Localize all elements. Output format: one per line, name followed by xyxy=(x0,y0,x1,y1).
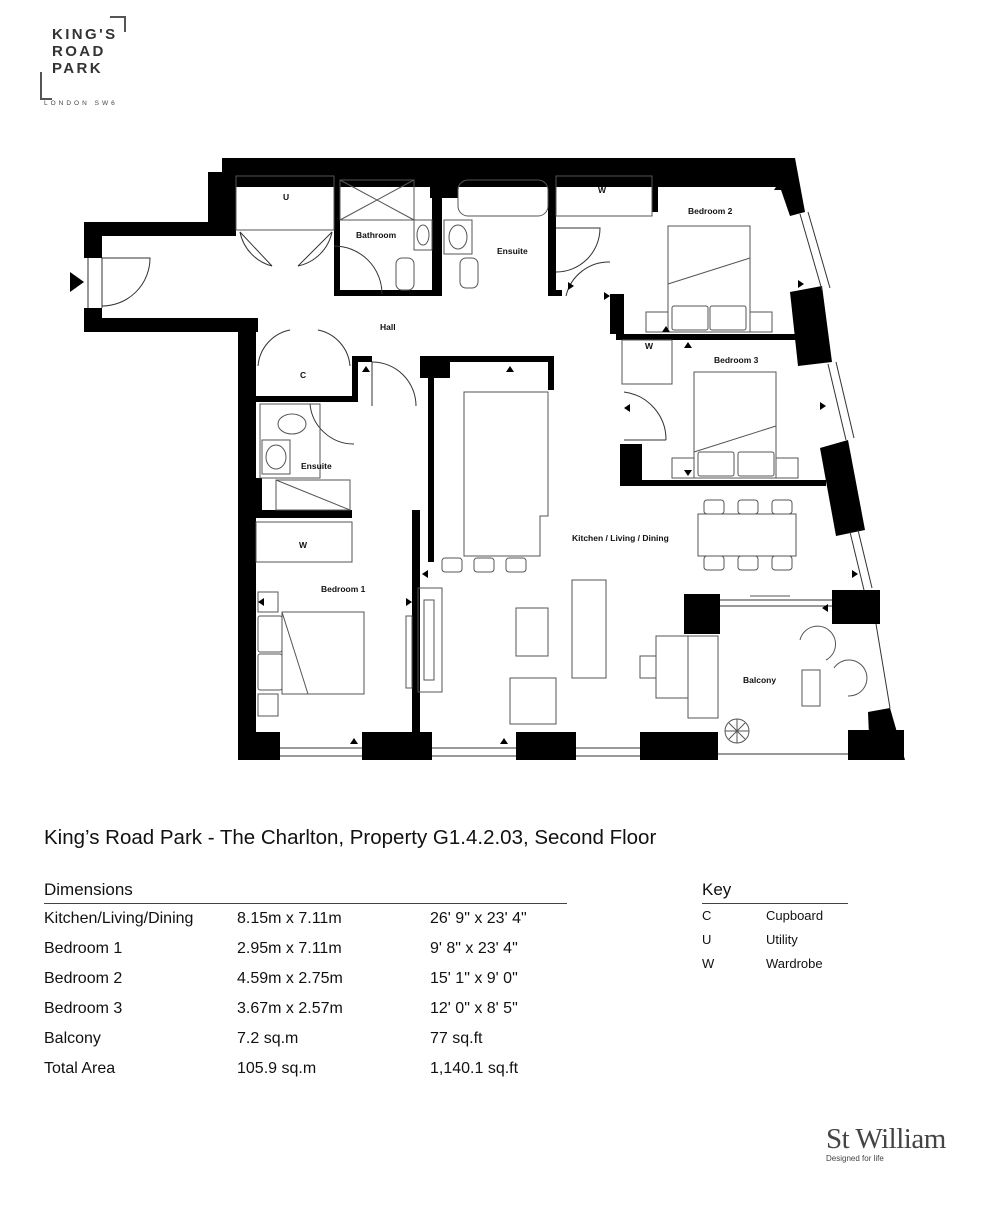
st-william-logo xyxy=(826,1124,946,1163)
imperial-size: 26' 9" x 23' 4" xyxy=(430,910,527,927)
room-label-cupboard: C xyxy=(300,370,307,380)
imperial-size: 9' 8" x 23' 4" xyxy=(430,940,518,957)
key-heading: Key xyxy=(702,880,732,899)
dimensions-table xyxy=(44,906,584,1086)
imperial-size: 77 sq.ft xyxy=(430,1030,483,1047)
dimensions-row xyxy=(44,996,584,1026)
room-label-bedroom-3: Bedroom 3 xyxy=(714,355,759,365)
dimensions-row xyxy=(44,936,584,966)
brand-name: St William xyxy=(826,1123,946,1155)
dimensions-row xyxy=(44,1056,584,1086)
imperial-size: 12' 0" x 8' 5" xyxy=(430,1000,518,1017)
metric-size: 4.59m x 2.75m xyxy=(237,970,343,987)
markers xyxy=(258,184,858,744)
key-code: C xyxy=(702,908,712,923)
wardrobe-label: W xyxy=(299,540,308,550)
key-row xyxy=(702,954,862,978)
key-meaning: Wardrobe xyxy=(766,956,823,971)
room-name: Balcony xyxy=(44,1030,101,1047)
logo-subtitle: LONDON SW6 xyxy=(44,100,118,107)
key-row xyxy=(702,906,862,930)
property-title: King’s Road Park - The Charlton, Property G1.4.2.03, Second Floor xyxy=(44,826,657,849)
room-label-bedroom-2: Bedroom 2 xyxy=(688,206,733,216)
room-name: Total Area xyxy=(44,1060,116,1077)
key-code: W xyxy=(702,956,715,971)
logo-line: KING'S xyxy=(52,26,118,43)
room-label-utility: U xyxy=(283,192,290,202)
key-code: U xyxy=(702,932,712,947)
brand-tagline: Designed for life xyxy=(826,1154,884,1163)
room-name: Kitchen/Living/Dining xyxy=(44,910,194,927)
room-name: Bedroom 1 xyxy=(44,940,123,957)
key-table xyxy=(702,906,862,978)
dimensions-row xyxy=(44,906,584,936)
room-name: Bedroom 3 xyxy=(44,1000,123,1017)
metric-size: 8.15m x 7.11m xyxy=(237,910,342,927)
imperial-size: 1,140.1 sq.ft xyxy=(430,1060,519,1077)
key-divider xyxy=(702,903,848,904)
room-label-ensuite-top: Ensuite xyxy=(497,246,528,256)
metric-size: 7.2 sq.m xyxy=(237,1030,299,1047)
walls xyxy=(70,158,905,760)
dimensions-heading: Dimensions xyxy=(44,880,133,899)
imperial-size: 15' 1" x 9' 0" xyxy=(430,970,518,987)
room-label-kitchen: Kitchen / Living / Dining xyxy=(572,533,669,543)
room-name: Bedroom 2 xyxy=(44,970,123,987)
logo-line: PARK xyxy=(52,60,103,77)
wardrobe-label: W xyxy=(598,185,607,195)
dimensions-row xyxy=(44,966,584,996)
key-row xyxy=(702,930,862,954)
room-label-balcony: Balcony xyxy=(743,675,777,685)
room-label-bathroom: Bathroom xyxy=(356,230,397,240)
key-meaning: Utility xyxy=(766,932,798,947)
room-label-ensuite-left: Ensuite xyxy=(301,461,332,471)
room-label-hall: Hall xyxy=(380,322,396,332)
logo-line: ROAD xyxy=(52,43,106,60)
key-meaning: Cupboard xyxy=(766,908,824,923)
metric-size: 2.95m x 7.11m xyxy=(237,940,342,957)
dimensions-divider xyxy=(44,903,567,904)
door-swings xyxy=(102,228,666,444)
dimensions-row xyxy=(44,1026,584,1056)
wardrobe-label: W xyxy=(645,341,654,351)
metric-size: 105.9 sq.m xyxy=(237,1060,317,1077)
metric-size: 3.67m x 2.57m xyxy=(237,1000,343,1017)
room-label-bedroom-1: Bedroom 1 xyxy=(321,584,366,594)
